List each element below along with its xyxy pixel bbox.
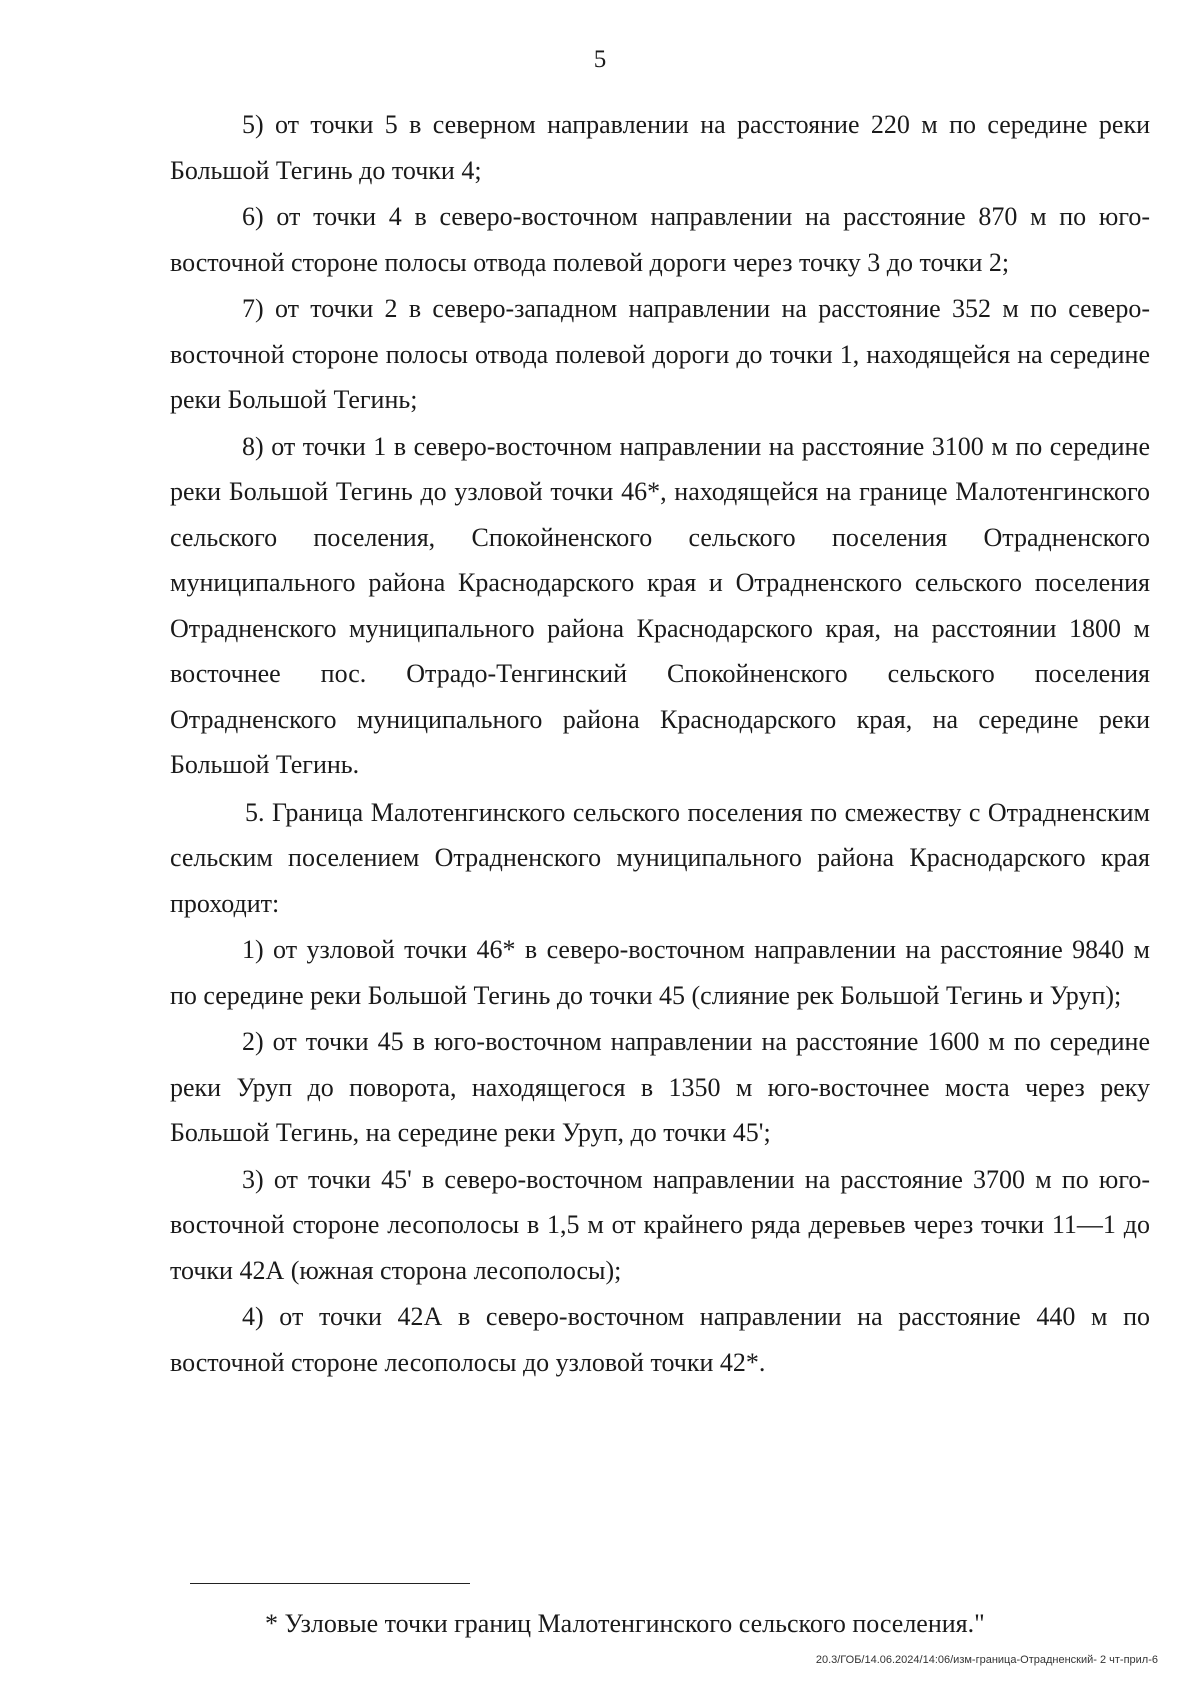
paragraph-item-7: 7) от точки 2 в северо-западном направлении на расстояние 352 м по северо-восточной стороне полосы отвода полевой дороги до точки 1, находящейся на середине реки Большой Тегинь; [170,294,1150,414]
document-body [170,102,1150,1385]
document-footer-code: 20.3/ГОБ/14.06.2024/14:06/изм-граница-Отрадненский- 2 чт-прил-6 [815,1654,1158,1666]
page-number: 5 [593,46,607,73]
paragraph-item-8: 8) от точки 1 в северо-восточном направлении на расстояние 3100 м по середине реки Большой Тегинь до узловой точки 46*, находящейся на границе Малотенгинского сельского поселения, Спокойненского сельского поселения Отрадненского муниципального района Краснодарского края и Отрадненского сельского поселения Отрадненского муниципального района Краснодарского края, на расстоянии 1800 м восточнее пос. Отрадо-Тенгинский Спокойненского сельского поселения Отрадненского муниципального района Краснодарского края, на середине реки Большой Тегинь. [170,431,1150,779]
footnote-text: * Узловые точки границ Малотенгинского сельского поселения." [265,1609,985,1638]
paragraph-item-5: 5) от точки 5 в северном направлении на расстояние 220 м по середине реки Большой Тегинь до точки 4; [170,110,1150,185]
paragraph-subitem-2: 2) от точки 45 в юго-восточном направлении на расстояние 1600 м по середине реки Уруп до поворота, находящегося в 1350 м юго-восточнее моста через реку Большой Тегинь, на середине реки Уруп, до точки 45'; [170,1027,1150,1147]
section-5-heading-paragraph: 5. Граница Малотенгинского сельского поселения по смежеству с Отрадненским сельским поселением Отрадненского муниципального района Краснодарского края проходит: [170,797,1150,918]
paragraph-subitem-4: 4) от точки 42А в северо-восточном направлении на расстояние 440 м по восточной стороне лесополосы до узловой точки 42*. [170,1302,1150,1377]
paragraph-subitem-3: 3) от точки 45' в северо-восточном направлении на расстояние 3700 м по юго-восточной стороне лесополосы в 1,5 м от крайнего ряда деревьев через точки 11—1 до точки 42А (южная сторона лесополосы); [170,1164,1150,1285]
footnote-divider [190,1583,470,1584]
paragraph-subitem-1: 1) от узловой точки 46* в северо-восточном направлении на расстояние 9840 м по середине реки Большой Тегинь до точки 45 (слияние рек Большой Тегинь и Уруп); [170,935,1150,1010]
paragraph-item-6: 6) от точки 4 в северо-восточном направлении на расстояние 870 м по юго-восточной стороне полосы отвода полевой дороги через точку 3 до точки 2; [170,202,1150,277]
